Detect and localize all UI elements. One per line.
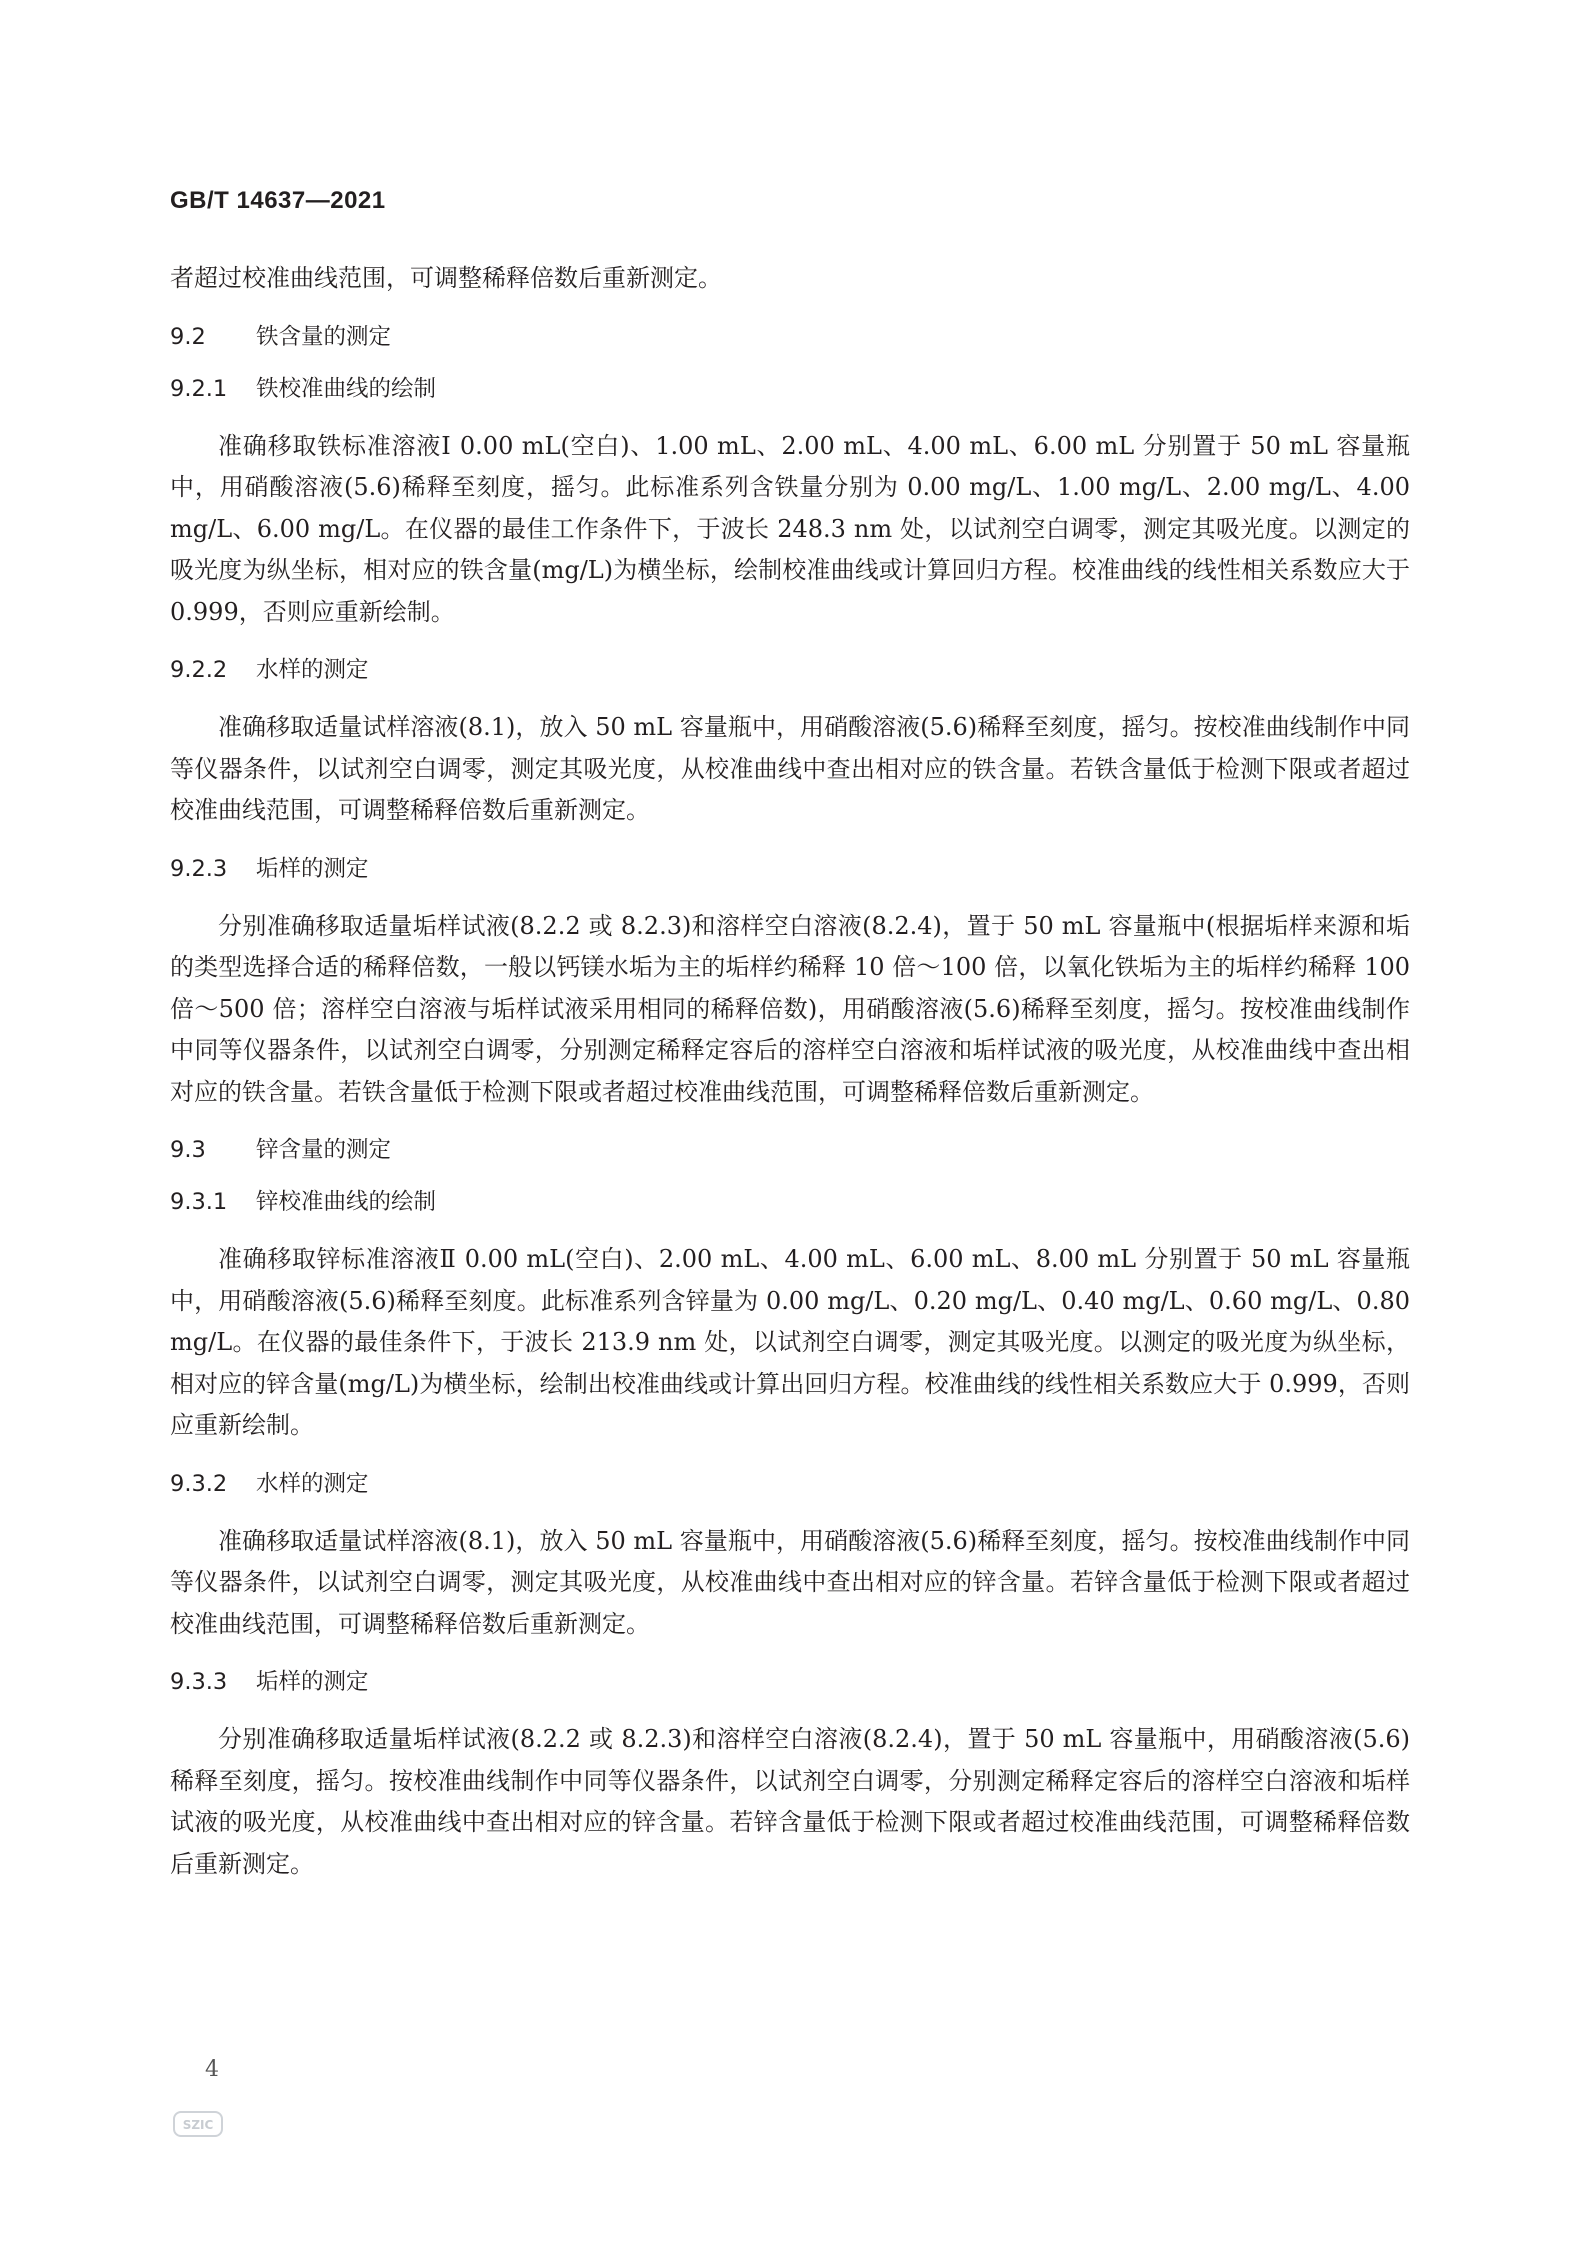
section-number: 9.3 [170, 1137, 206, 1163]
paragraph-zinc-calibration: 准确移取锌标准溶液Ⅱ 0.00 mL(空白)、2.00 mL、4.00 mL、6.00 mL、8.00 mL 分别置于 50 mL 容量瓶中，用硝酸溶液(5.6)稀释至刻度。此标准系列含锌量为 0.00 mg/L、0.20 mg/L、0.40 mg/L、0.60 mg/L、0.80 mg/L。在仪器的最佳条件下，于波长 213.9 nm 处，以试剂空白调零，测定其吸光度。以测定的吸光度为纵坐标，相对应的锌含量(mg/L)为横坐标，绘制出校准曲线或计算出回归方程。校准曲线的线性相关系数应大于 0.999，否则应重新绘制。 [170, 1245, 1410, 1439]
section-title: 垢样的测定 [256, 855, 369, 882]
paragraph-iron-water-sample: 准确移取适量试样溶液(8.1)，放入 50 mL 容量瓶中，用硝酸溶液(5.6)稀释至刻度，摇匀。按校准曲线制作中同等仪器条件，以试剂空白调零，测定其吸光度，从校准曲线中查出相对应的铁含量。若铁含量低于检测下限或者超过校准曲线范围，可调整稀释倍数后重新测定。 [170, 713, 1410, 824]
section-title: 垢样的测定 [256, 1669, 369, 1695]
section-heading-9-2-2 [170, 655, 1410, 685]
section-title: 锌含量的测定 [256, 1137, 392, 1163]
publisher-logo-icon [173, 2109, 223, 2139]
section-number: 9.3.1 [170, 1189, 228, 1215]
logo-text: SZIC [182, 2118, 214, 2132]
standard-code-header: GB/T 14637—2021 [170, 187, 386, 214]
section-number: 9.2.3 [170, 855, 228, 882]
section-heading-9-3-2 [170, 1469, 1410, 1499]
section-number: 9.3.3 [170, 1669, 228, 1695]
section-title: 铁含量的测定 [256, 323, 392, 350]
section-title: 锌校准曲线的绘制 [256, 1189, 437, 1215]
section-heading-9-2-3 [170, 854, 1410, 884]
section-title: 水样的测定 [256, 657, 369, 683]
section-heading-9-2-1 [170, 374, 1410, 404]
paragraph-continuation: 者超过校准曲线范围，可调整稀释倍数后重新测定。 [170, 264, 722, 292]
section-number: 9.2.2 [170, 657, 228, 683]
paragraph-zinc-water-sample: 准确移取适量试样溶液(8.1)，放入 50 mL 容量瓶中，用硝酸溶液(5.6)稀释至刻度，摇匀。按校准曲线制作中同等仪器条件，以试剂空白调零，测定其吸光度，从校准曲线中查出相对应的锌含量。若锌含量低于检测下限或者超过校准曲线范围，可调整稀释倍数后重新测定。 [170, 1526, 1410, 1638]
section-heading-9-3-3 [170, 1667, 1410, 1697]
page-number: 4 [205, 2057, 219, 2082]
section-title: 水样的测定 [256, 1470, 369, 1497]
section-number: 9.2.1 [170, 375, 228, 402]
section-number: 9.3.2 [170, 1470, 228, 1497]
section-number: 9.2 [170, 323, 206, 350]
section-heading-9-3 [170, 1135, 1410, 1165]
section-title: 铁校准曲线的绘制 [256, 375, 437, 402]
document-body [170, 258, 1410, 1885]
paragraph-iron-scale-sample: 分别准确移取适量垢样试液(8.2.2 或 8.2.3)和溶样空白溶液(8.2.4)，置于 50 mL 容量瓶中(根据垢样来源和垢的类型选择合适的稀释倍数，一般以钙镁水垢为主的垢样约稀释 10 倍～100 倍，以氧化铁垢为主的垢样约稀释 100 倍～500 倍；溶样空白溶液与垢样试液采用相同的稀释倍数)，用硝酸溶液(5.6)稀释至刻度，摇匀。按校准曲线制作中同等仪器条件，以试剂空白调零，分别测定稀释定容后的溶样空白溶液和垢样试液的吸光度，从校准曲线中查出相对应的铁含量。若铁含量低于检测下限或者超过校准曲线范围，可调整稀释倍数后重新测定。 [170, 911, 1410, 1106]
paragraph-iron-calibration: 准确移取铁标准溶液Ⅰ 0.00 mL(空白)、1.00 mL、2.00 mL、4.00 mL、6.00 mL 分别置于 50 mL 容量瓶中，用硝酸溶液(5.6)稀释至刻度，摇匀。此标准系列含铁量分别为 0.00 mg/L、1.00 mg/L、2.00 mg/L、4.00 mg/L、6.00 mg/L。在仪器的最佳工作条件下，于波长 248.3 nm 处，以试剂空白调零，测定其吸光度。以测定的吸光度为纵坐标，相对应的铁含量(mg/L)为横坐标，绘制校准曲线或计算回归方程。校准曲线的线性相关系数应大于 0.999，否则应重新绘制。 [170, 431, 1410, 626]
paragraph-zinc-scale-sample: 分别准确移取适量垢样试液(8.2.2 或 8.2.3)和溶样空白溶液(8.2.4)，置于 50 mL 容量瓶中，用硝酸溶液(5.6)稀释至刻度，摇匀。按校准曲线制作中同等仪器条件，以试剂空白调零，分别测定稀释定容后的溶样空白溶液和垢样试液的吸光度，从校准曲线中查出相对应的锌含量。若锌含量低于检测下限或者超过校准曲线范围，可调整稀释倍数后重新测定。 [170, 1725, 1410, 1878]
section-heading-9-3-1 [170, 1187, 1410, 1217]
section-heading-9-2 [170, 322, 1410, 352]
